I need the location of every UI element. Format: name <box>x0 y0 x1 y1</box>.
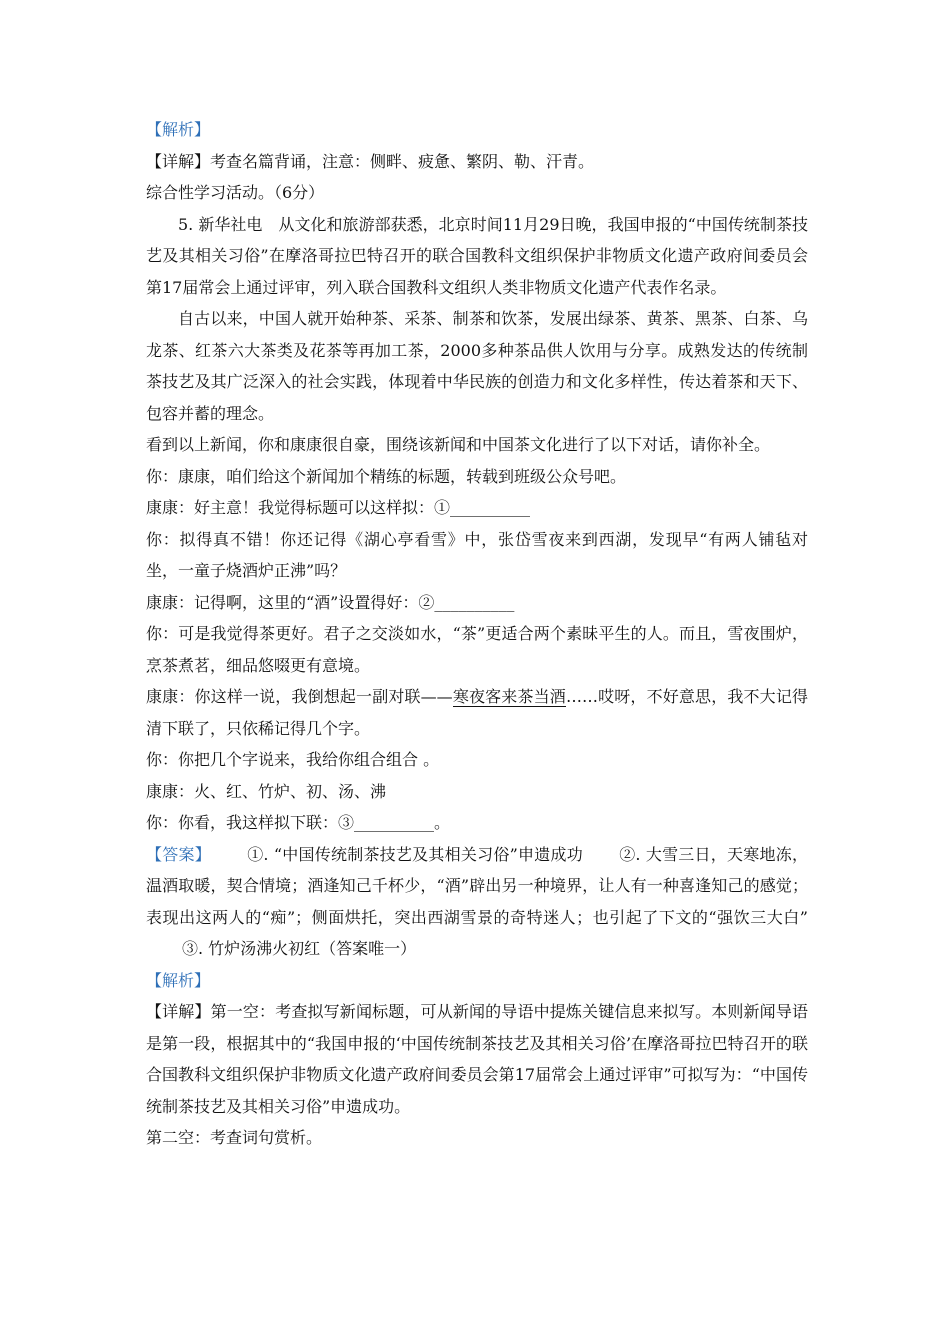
second-blank-note: 第二空：考查词句赏析。 <box>146 1128 323 1147</box>
analysis-label: 【解析】 <box>146 120 211 139</box>
answer-label: 【答案】 <box>146 844 211 864</box>
answer-3: ③. 竹炉汤沸火初红（答案唯一） <box>182 939 417 958</box>
dialogue-text: 。 <box>434 813 451 832</box>
dialogue-line-8: 康康：火、红、竹炉、初、汤、沸 <box>146 781 387 801</box>
dialogue-text: 你：你看，我这样拟下联： <box>146 813 339 832</box>
answer-block <box>146 839 808 965</box>
dialogue-text: 康康：你这样一说，我倒想起一副对联—— <box>146 687 453 706</box>
dialogue-line-5: 你：可是我觉得茶更好。君子之交淡如水，“茶”更适合两个素昧平生的人。而且，雪夜围炉，烹茶煮茗，细品悠啜更有意境。 <box>146 624 808 675</box>
question-5-paragraph-2: 自古以来，中国人就开始种茶、采茶、制茶和饮茶，发展出绿茶、黄茶、黑茶、白茶、乌龙茶、红茶六大茶类及花茶等再加工茶，2000多种茶品供人饮用与分享。成熟发达的传统制茶技艺及其广泛深入的社会实践，体现着中华民族的创造力和文化多样性，传达着茶和天下、包容并蓄的理念。 <box>146 309 808 423</box>
dialogue-line-1: 你：康康，咱们给这个新闻加个精练的标题，转载到班级公众号吧。 <box>146 466 627 486</box>
dialogue-text: 康康：记得啊，这里的“酒”设置得好： <box>146 592 419 612</box>
dialogue-line-6 <box>146 681 808 744</box>
dialogue-line-2 <box>146 492 808 524</box>
analysis-label-2: 【解析】 <box>146 970 211 990</box>
section-heading: 综合性学习活动。（6分） <box>146 183 325 202</box>
dialogue-line-7: 你：你把几个字说来，我给你组合组合 。 <box>146 750 440 769</box>
question-5-paragraph-1: 5. 新华社电 从文化和旅游部获悉，北京时间11月29日晚，我国申报的“中国传统制茶技艺及其相关习俗”在摩洛哥拉巴特召开的联合国教科文组织保护非物质文化遗产政府间委员会第17届常会上通过评审，列入联合国教科文组织人类非物质文化遗产代表作名录。 <box>146 214 808 297</box>
answer-2: ②. 大雪三日，天寒地冻，温酒取暖，契合情境；酒逢知己千杯少，“酒”辟出另一种境界，让人有一种喜逢知己的感觉；表现出这两人的“痴”；侧面烘托，突出西湖雪景的奇特迷人；也引起了下文的“强饮三大白” <box>146 844 808 927</box>
document-content <box>146 114 808 1154</box>
answer-1: ①. “中国传统制茶技艺及其相关习俗”申遗成功 <box>246 844 583 864</box>
dialogue-text: ……哎呀，不好意思，我不大记得清下联了，只依稀记得几个字。 <box>146 687 808 738</box>
detail-paragraph-2: 【详解】第一空：考查拟写新闻标题，可从新闻的导语中提炼关键信息来拟写。本则新闻导语是第一段，根据其中的“我国申报的‘中国传统制茶技艺及其相关习俗’在摩洛哥拉巴特召开的联合国教科文组织保护非物质文化遗产政府间委员会第17届常会上通过评审”可拟写为：“中国传统制茶技艺及其相关习俗”申遗成功。 <box>146 1002 808 1116</box>
dialogue-intro: 看到以上新闻，你和康康很自豪，围绕该新闻和中国茶文化进行了以下对话，请你补全。 <box>146 435 771 454</box>
dialogue-text: 康康：好主意！我觉得标题可以这样拟： <box>146 498 435 517</box>
blank-3: ③__________ <box>338 813 435 832</box>
detail-paragraph-1: 【详解】考查名篇背诵，注意：侧畔、疲惫、繁阴、勒、汗青。 <box>146 151 595 171</box>
dialogue-line-3: 你：拟得真不错！你还记得《湖心亭看雪》中，张岱雪夜来到西湖，发现早“有两人铺毡对坐，一童子烧酒炉正沸”吗？ <box>146 529 808 580</box>
couplet-first-line: 寒夜客来茶当酒 <box>452 687 566 706</box>
blank-2: ②__________ <box>418 592 515 612</box>
dialogue-line-4 <box>146 587 808 619</box>
blank-1: ①__________ <box>434 498 531 517</box>
dialogue-line-9 <box>146 807 808 839</box>
